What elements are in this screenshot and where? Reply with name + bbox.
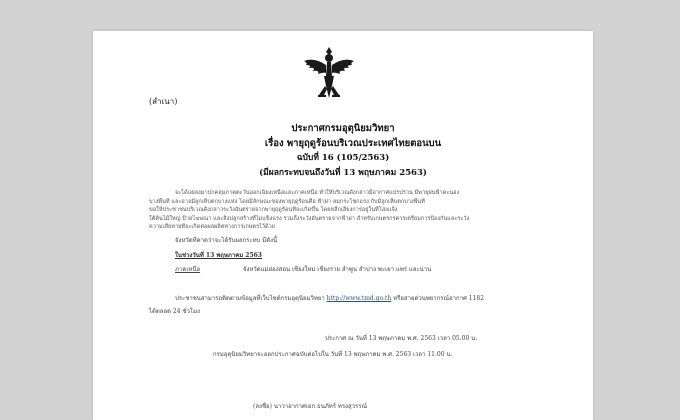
body-paragraph xyxy=(149,189,549,232)
document-page xyxy=(93,31,593,420)
body-line: ความเสียหายที่จะเกิดต่อผลผลิตทางการเกษตรไว้ด้วย xyxy=(149,224,276,231)
announcement-subject: เรื่อง พายุฤดูร้อนบริเวณประเทศไทยตอนบน xyxy=(264,138,442,149)
garuda-emblem-icon xyxy=(300,45,358,103)
announcement-title: ประกาศกรมอุตุนิยมวิทยา xyxy=(291,123,395,134)
areas-intro: จังหวัดที่คาดว่าจะได้รับผลกระทบ มีดังนี้ xyxy=(175,237,278,244)
region-label: ภาคเหนือ xyxy=(175,266,201,273)
signature-line: (ลงชื่อ) นาวาอากาศเอก ธนภัทร์ ทรงสุวรรณ์ xyxy=(253,403,368,410)
copy-label: (สำเนา) xyxy=(149,97,178,106)
website-link[interactable]: http://www.tmd.go.th xyxy=(326,295,392,302)
body-line: ใต้ต้นไม้ใหญ่ ป้ายโฆษณา และสิ่งปลูกสร้างที่ไม่แข็งแรง รวมถึงระวังอันตรายจากฟ้าผ่า สำหรับเกษตรกรควรเตรียมการป้องกันและระวัง xyxy=(149,215,470,222)
contact-text xyxy=(175,293,484,303)
body-line: ขอให้ประชาชนบริเวณดังกล่าวระวังอันตรายจากพายุฤดูร้อนที่จะเกิดขึ้น โดยหลีกเลี่ยงการอยู่ในที่โล่งแจ้ง xyxy=(149,207,398,214)
issue-number: ฉบับที่ 16 (105/2563) xyxy=(296,153,390,163)
next-issue-note: กรมอุตุนิยมวิทยาจะออกประกาศฉบับต่อไปใน วันที่ 13 พฤษภาคม พ.ศ. 2563 เวลา 11.00 น. xyxy=(213,351,453,358)
contact-suffix: หรือสายด่วนพยากรณ์อากาศ 1182 xyxy=(393,295,485,302)
date-heading: ในช่วงวันที่ 13 พฤษภาคม 2563 xyxy=(175,252,262,259)
announced-at: ประกาศ ณ วันที่ 13 พฤษภาคม พ.ศ. 2563 เวลา 05.00 น. xyxy=(325,335,478,342)
validity-note: (มีผลกระทบจนถึงวันที่ 13 พฤษภาคม 2563) xyxy=(259,168,427,178)
body-line: บางพื้นที่ และอาจมีลูกเห็บตกบางแห่ง โดยมีลักษณะของพายุฤดูร้อนคือ ฟ้าผ่า ลมกระโชกแรง กับมีลูกเห็บตกบางพื้นที่ xyxy=(149,198,425,205)
contact-prefix: ประชาชนสามารถติดตามข้อมูลที่เว็บไซต์กรมอุตุนิยมวิทยา xyxy=(175,295,325,302)
contact-line-2: ได้ตลอด 24 ชั่วโมง xyxy=(149,308,200,315)
body-line: จะได้แผ่ลงมาปกคลุมภาคตะวันออกเฉียงเหนือและภาคเหนือ ทำให้บริเวณดังกล่าวมีอากาศแปรปรวน มีพายุฝนฟ้าคะนอง xyxy=(175,190,460,196)
region-provinces: จังหวัดแม่ฮ่องสอน เชียงใหม่ เชียงราย ลำพูน ลำปาง พะเยา แพร่ และน่าน xyxy=(243,266,432,273)
